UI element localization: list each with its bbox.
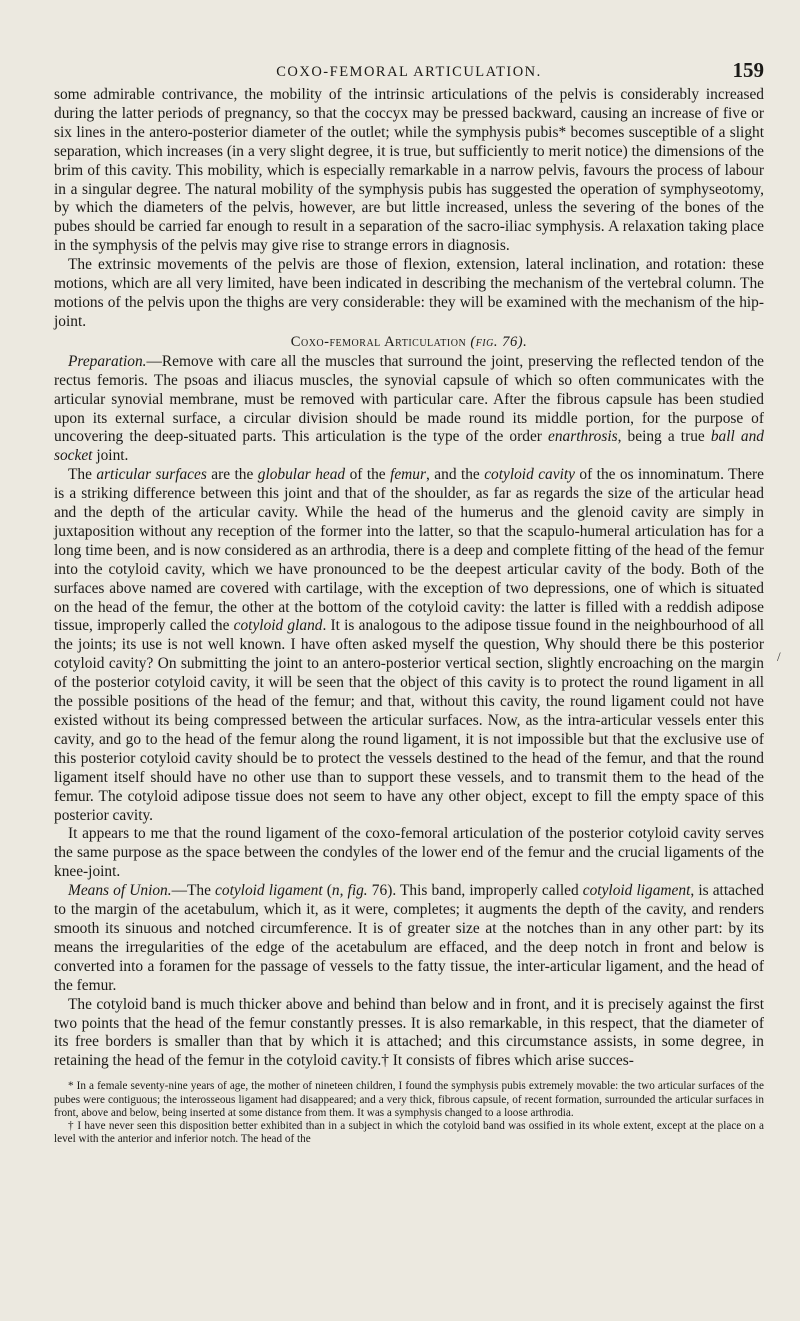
paragraph-round-ligament: It appears to me that the round ligament of the coxo-femoral articulation of the posterior cotyloid cavity serves the same purpose as the space between the condyles of the lower end of the femur and the crucial ligaments of the knee-joint. bbox=[54, 825, 764, 881]
running-title: COXO-FEMORAL ARTICULATION. bbox=[276, 64, 542, 80]
section-heading-figure-ref: (fig. 76). bbox=[470, 333, 528, 350]
paragraph-preparation: Preparation.—Remove with care all the muscles that surround the joint, preserving the reflected tendon of the rectus femoris. The psoas and iliacus muscles, the synovial capsule of which so often communicates with the articular synovial membrane, must be removed with particular care. After the fibrous capsule has been studied upon its external surface, a circular division should be made round its middle portion, for the purpose of uncovering the deep-situated parts. This articulation is the type of the order enarthrosis, being a true ball and socket joint. bbox=[54, 352, 764, 465]
paragraph-extrinsic-movements: The extrinsic movements of the pelvis are those of flexion, extension, lateral inclination, and rotation: these motions, which are all very limited, have been indicated in describing the mechanism of the vertebral column. The motions of the pelvis upon the thighs are very considerable: they will be examined with the mechanism of the hip-joint. bbox=[54, 256, 764, 330]
means-of-union-label: Means of Union. bbox=[68, 882, 172, 900]
paragraph-cotyloid-band: The cotyloid band is much thicker above and behind than below and in front, and it is precisely against the first two points that the head of the femur constantly presses. It is also remarkable, in this respect, that the diameter of its free borders is smaller than that by which it is attached; and this circumstance assists, in some degree, in retaining the head of the femur in the cotyloid cavity.† It consists of fibres which arise succes- bbox=[54, 995, 764, 1070]
preparation-label: Preparation. bbox=[68, 352, 147, 370]
margin-mark: / bbox=[777, 649, 781, 664]
section-heading bbox=[54, 333, 764, 352]
section-heading-title: Coxo-femoral Articulation bbox=[290, 333, 467, 350]
paragraph-pelvis-mobility: some admirable contrivance, the mobility of the intrinsic articulations of the pelvis is considerably increased during the latter periods of pregnancy, so that the coccyx may be pressed backward, causing an increase of five or six lines in the antero-posterior diameter of the outlet; while the symphysis pubis* becomes susceptible of a slight separation, which increases (in a very slight degree, it is true, but sufficiently to merit notice) the dimensions of the brim of this cavity. This mobility, which is especially remarkable in a narrow pelvis, favours the process of labour in a singular degree. The natural mobility of the symphysis pubis has suggested the operation of symphyseotomy, by which the diameters of the pelvis, however, are but little increased, unless the severing of the bones of the pubes should be carried far enough to result in a separation of the sacro-iliac symphysis. A relaxation taking place in the symphysis of the pelvis may give rise to strange errors in diagnosis. bbox=[54, 86, 764, 255]
footnote-dagger: † I have never seen this disposition better exhibited than in a subject in which the cotyloid band was ossified in its whole extent, except at the place on a level with the anterior and inferior notch. The head of the bbox=[54, 1120, 764, 1146]
page-number: 159 bbox=[732, 58, 764, 82]
footnote-asterisk: * In a female seventy-nine years of age, the mother of nineteen children, I found the symphysis pubis extremely movable: the two articular surfaces of the pubes were contiguous; the interosseous ligament had disappeared; and a very thick, fibrous capsule, of recent formation, surrounded the articular surfaces in front, above and below, being inserted at some distance from them. It was a symphysis changed to a loose arthrodia. bbox=[54, 1080, 764, 1119]
paragraph-articular-surfaces: The articular surfaces are the globular head of the femur, and the cotyloid cavity of the os innominatum. There is a striking difference between this joint and that of the shoulder, as far as regards the size of the articular head and the depth of the articular cavity. While the head of the humerus and the glenoid cavity are simply in juxtaposition without any reception of the former into the latter, so that the scapulo-humeral articulation has for a long time been, and is now considered as an arthrodia, there is a deep and complete fitting of the head of the femur into the cotyloid cavity, which we have pronounced to be the deepest articular cavity of the body. Both of the surfaces above named are covered with cartilage, with the exception of two depressions, one of which is situated on the head of the femur, the other at the bottom of the cotyloid cavity: the latter is filled with a reddish adipose tissue, improperly called the cotyloid gland. It is analogous to the adipose tissue found in the neighbourhood of all the joints; its use is not well known. I have often asked myself the question, Why should there be this posterior cotyloid cavity? On submitting the joint to an antero-posterior vertical section, slightly encroaching on the margin of the posterior cotyloid cavity, it will be seen that the object of this cavity is to protect the round ligament in all the possible positions of the head of the femur; and that, without this cavity, the round ligament could not have existed without its being compressed between the articular surfaces. Now, as the intra-articular vessels enter this cavity, and go to the head of the femur along the round ligament, it is not impossible but that the exclusive use of this posterior cotyloid cavity should be to protect the vessels destined to the head of the femur, and that the round ligament itself should have no other use than to support these vessels, and to transmit them to the head of the femur. The cotyloid adipose tissue does not seem to have any other object, except to fill the empty space of this posterior cavity. bbox=[54, 466, 765, 824]
paragraph-means-of-union: Means of Union.—The cotyloid ligament (n, fig. 76). This band, improperly called cotyloid ligament, is attached to the margin of the acetabulum, which it, as it were, completes; it augments the depth of the cavity, and renders smooth its sinuous and notched circumference. It is of greater size at the notches than in any other part: by its means the irregularities of the edge of the acetabulum are effaced, and the deep notch in front and below is converted into a foramen for the passage of vessels to the fatty tissue, the inter-articular ligament, and the head of the femur. bbox=[54, 882, 764, 994]
footnotes bbox=[54, 1080, 764, 1146]
running-head bbox=[54, 56, 764, 86]
body-text bbox=[54, 86, 764, 1071]
